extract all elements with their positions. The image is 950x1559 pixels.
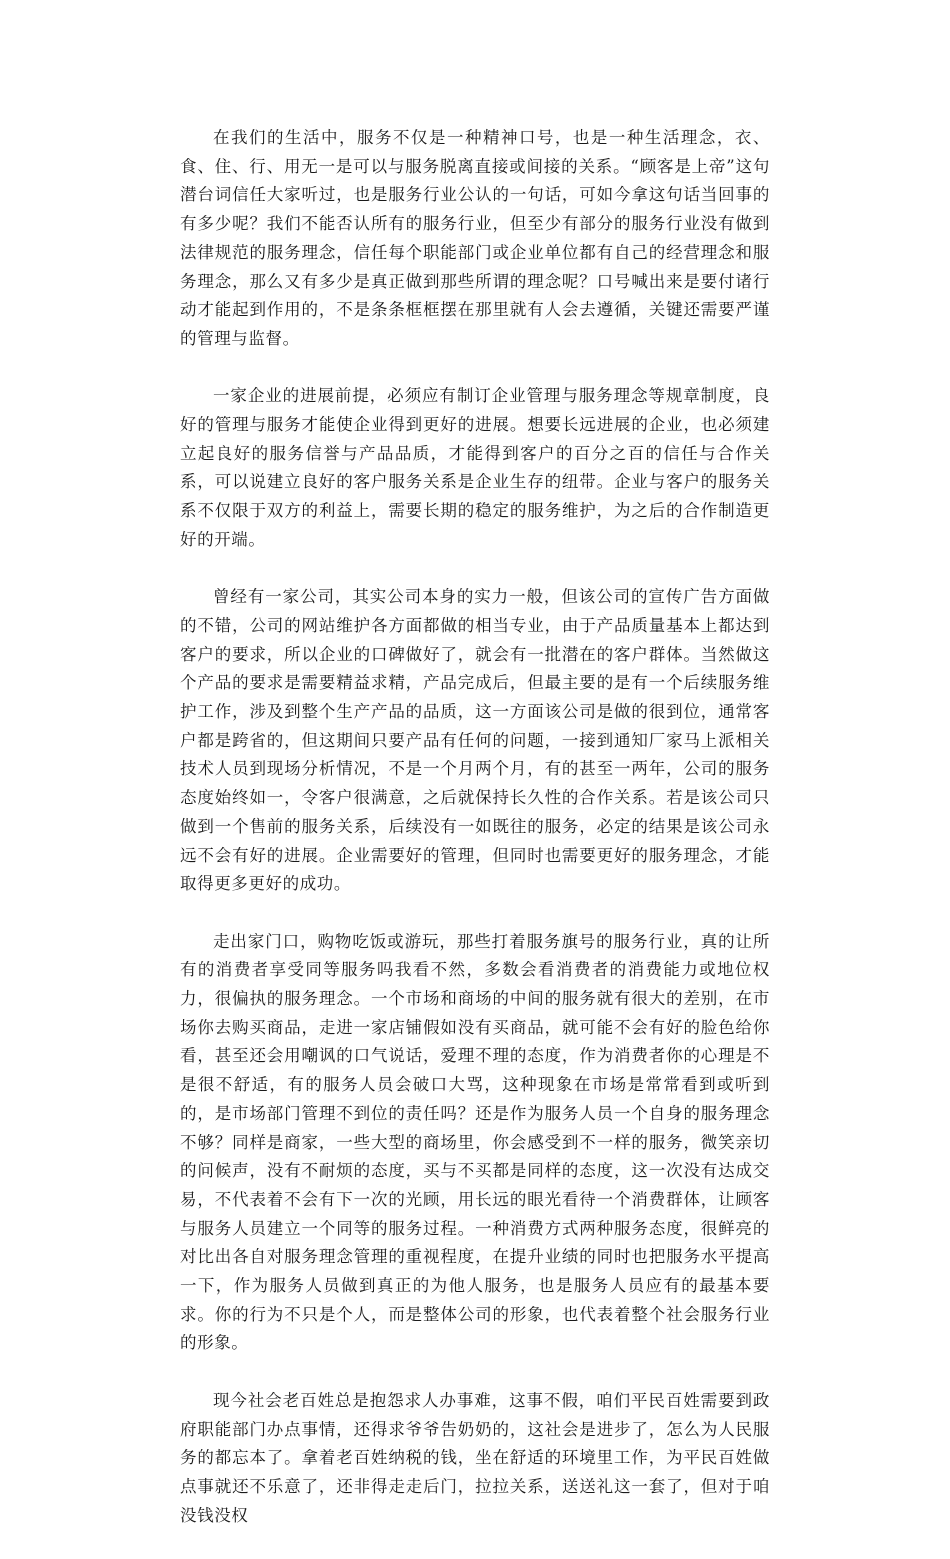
paragraph-3: 曾经有一家公司，其实公司本身的实力一般，但该公司的宣传广告方面做的不错，公司的网站维护各方面都做的相当专业，由于产品质量基本上都达到客户的要求，所以企业的口碑做好了，就会有一批潜在的客户群体。当然做这个产品的要求是需要精益求精，产品完成后，但最主要的是有一个后续服务维护工作，涉及到整个生产产品的品质，这一方面该公司是做的很到位，通常客户都是跨省的，但这期间只要产品有任何的问题，一接到通知厂家马上派相关技术人员到现场分析情况，不是一个月两个月，有的甚至一两年，公司的服务态度始终如一，令客户很满意，之后就保持长久性的合作关系。若是该公司只做到一个售前的服务关系，后续没有一如既往的服务，必定的结果是该公司永远不会有好的进展。企业需要好的管理，但同时也需要更好的服务理念，才能取得更多更好的成功。 [180,587,770,894]
paragraph-4: 走出家门口，购物吃饭或游玩，那些打着服务旗号的服务行业，真的让所有的消费者享受同等服务吗我看不然，多数会看消费者的消费能力或地位权力，很偏执的服务理念。一个市场和商场的中间的服务就有很大的差别，在市场你去购买商品，走进一家店铺假如没有买商品，就可能不会有好的脸色给你看，甚至还会用嘲讽的口气说话，爱理不理的态度，作为消费者你的心理是不是很不舒适，有的服务人员会破口大骂，这种现象在市场是常常看到或听到的，是市场部门管理不到位的责任吗？还是作为服务人员一个自身的服务理念不够？同样是商家，一些大型的商场里，你会感受到不一样的服务，微笑亲切的问候声，没有不耐烦的态度，买与不买都是同样的态度，这一次没有达成交易，不代表着不会有下一次的光顾，用长远的眼光看待一个消费群体，让顾客与服务人员建立一个同等的服务过程。一种消费方式两种服务态度，很鲜亮的对比出各自对服务理念管理的重视程度，在提升业绩的同时也把服务水平提高一下，作为服务人员做到真正的为他人服务，也是服务人员应有的最基本要求。你的行为不只是个人，而是整体公司的形象，也代表着整个社会服务行业的形象。 [180,931,770,1353]
paragraph-5: 现今社会老百姓总是抱怨求人办事难，这事不假，咱们平民百姓需要到政府职能部门办点事情，还得求爷爷告奶奶的，这社会是进步了，怎么为人民服务的都忘本了。拿着老百姓纳税的钱，坐在舒适的环境里工作，为平民百姓做点事就还不乐意了，还非得走走后门，拉拉关系，送送礼这一套了，但对于咱没钱没权 [180,1390,770,1525]
paragraph-1: 在我们的生活中，服务不仅是一种精神口号，也是一种生活理念，衣、食、住、行、用无一是可以与服务脱离直接或间接的关系。“顾客是上帝”这句潜台词信任大家听过，也是服务行业公认的一句话，可如今拿这句话当回事的有多少呢？我们不能否认所有的服务行业，但至少有部分的服务行业没有做到法律规范的服务理念，信任每个职能部门或企业单位都有自己的经营理念和服务理念，那么又有多少是真正做到那些所谓的理念呢？口号喊出来是要付诸行动才能起到作用的，不是条条框框摆在那里就有人会去遵循，关键还需要严谨的管理与监督。 [180,128,770,348]
paragraph-2: 一家企业的进展前提，必须应有制订企业管理与服务理念等规章制度，良好的管理与服务才能使企业得到更好的进展。想要长远进展的企业，也必须建立起良好的服务信誉与产品品质，才能得到客户的百分之百的信任与合作关系，可以说建立良好的客户服务关系是企业生存的纽带。企业与客户的服务关系不仅限于双方的利益上，需要长期的稳定的服务维护，为之后的合作制造更好的开端。 [180,386,770,549]
